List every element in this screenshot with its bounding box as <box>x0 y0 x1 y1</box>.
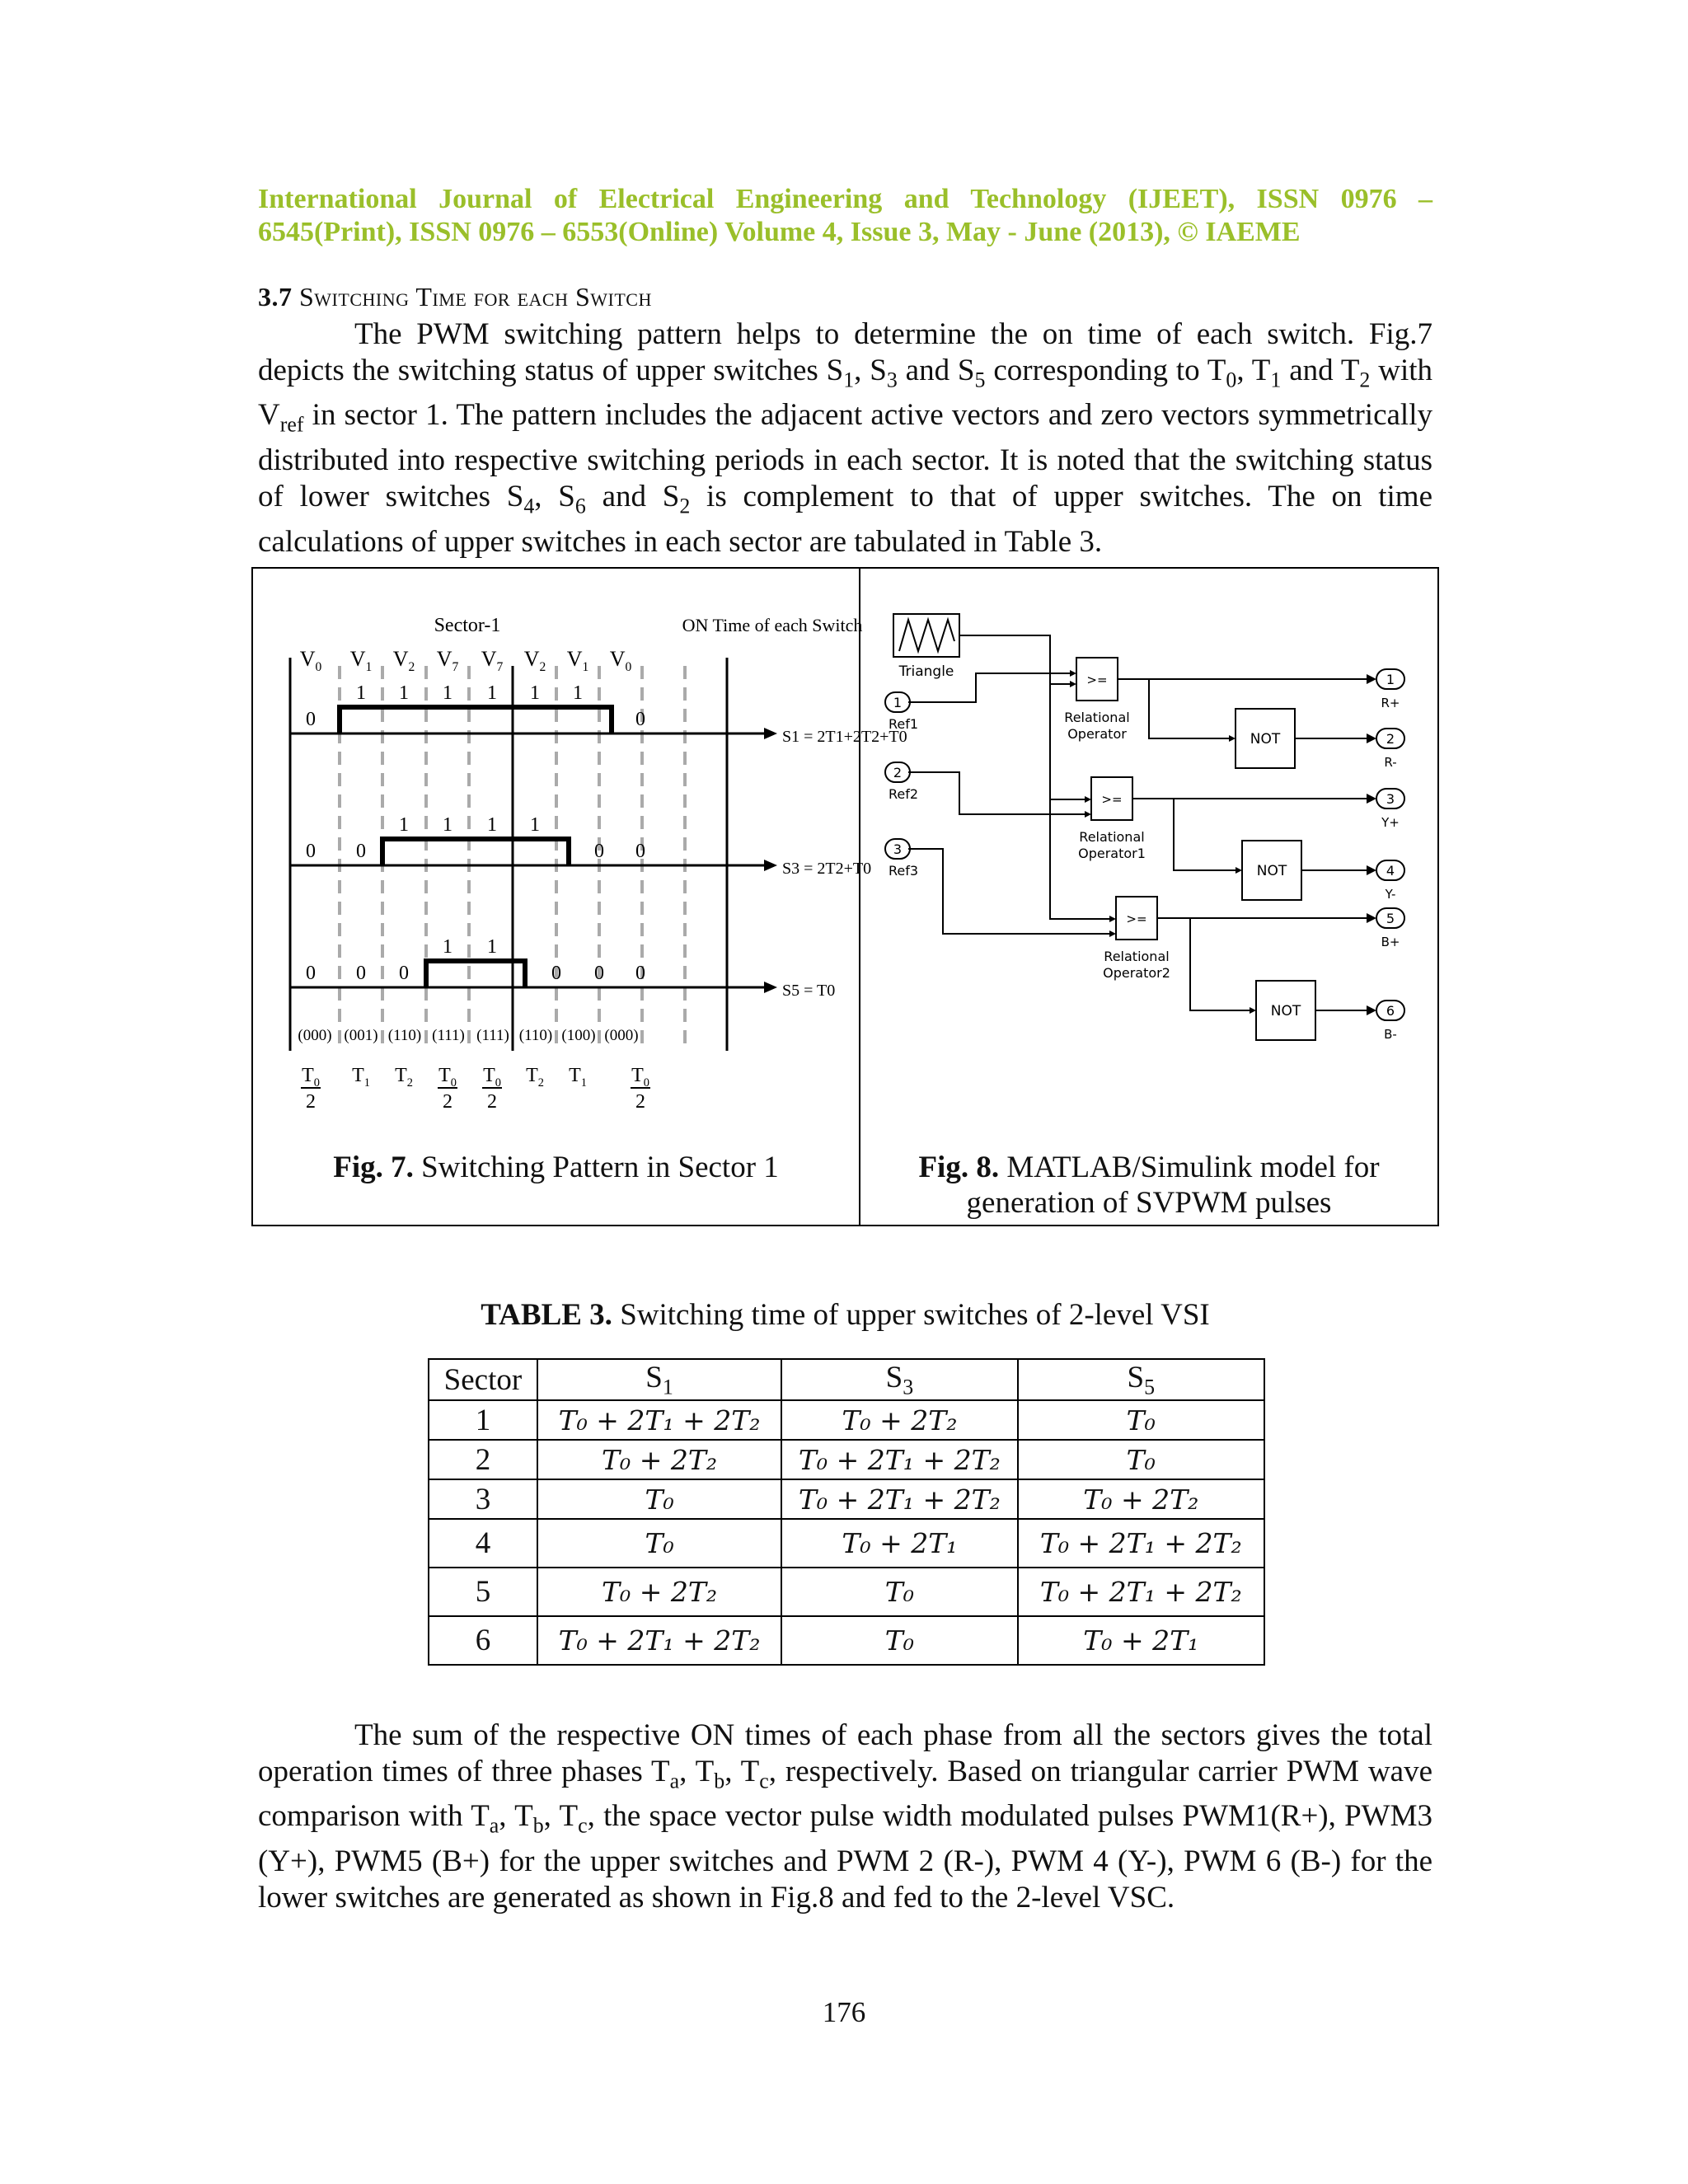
fig8-panel <box>860 569 1437 1225</box>
fig7-state-label: (000) <box>604 1027 639 1044</box>
table-row <box>429 1440 1264 1479</box>
svg-text:Operator1: Operator1 <box>1078 846 1146 861</box>
table-cell-formula: T₀ + 2T₁ + 2T₂ <box>781 1440 1017 1479</box>
fig7-state-label: (001) <box>344 1027 378 1044</box>
outport-1 <box>1376 669 1404 710</box>
table-cell-formula: T₀ <box>1018 1400 1264 1440</box>
table-row <box>429 1519 1264 1568</box>
svg-text:Operator: Operator <box>1067 726 1127 742</box>
fig7-row2-one: 1 <box>443 814 452 836</box>
not-block-1 <box>1236 709 1295 768</box>
table-header-row <box>429 1359 1264 1400</box>
ref-inport-3 <box>885 839 918 879</box>
fig7-eq-s5: S5 = T0 <box>782 982 836 1000</box>
outport-5 <box>1376 908 1404 949</box>
svg-text:6: 6 <box>1386 1003 1395 1019</box>
svg-text:B+: B+ <box>1381 935 1400 949</box>
header-sector: Sector <box>429 1359 537 1400</box>
fig7-eq-s1: S1 = 2T1+2T2+T0 <box>782 728 907 746</box>
fig7-row2-zero: 0 <box>635 841 645 862</box>
fig7-row2-one: 1 <box>530 814 540 836</box>
outport-3 <box>1376 789 1404 830</box>
fig7-row1-one: 1 <box>443 682 452 704</box>
table-cell-formula: T₀ + 2T₂ <box>781 1400 1017 1440</box>
fig7-time-fraction <box>631 1065 650 1113</box>
fig7-state-label: (111) <box>476 1027 509 1044</box>
svg-text:Y-: Y- <box>1385 887 1396 902</box>
svg-text:>=: >= <box>1101 792 1123 807</box>
fig7-row3-zero: 0 <box>635 963 645 984</box>
table-cell-formula: T₀ + 2T₁ + 2T₂ <box>1018 1568 1264 1616</box>
svg-text:Relational: Relational <box>1064 710 1130 725</box>
fig7-vector-v0: $V_0$ <box>299 647 322 674</box>
fig7-vector-v1: $V_1$ <box>566 647 589 674</box>
relational-operator2-block <box>1103 897 1170 981</box>
table-cell-formula: T₀ <box>537 1519 781 1568</box>
svg-text:B-: B- <box>1384 1027 1397 1042</box>
table-cell-formula: T₀ <box>1018 1440 1264 1479</box>
journal-header-line2: 6545(Print), ISSN 0976 – 6553(Online) Volume 4, Issue 3, May - June (2013), © IAEME <box>258 217 1301 247</box>
ref-inport-1 <box>885 692 918 732</box>
svg-text:Ref2: Ref2 <box>889 786 919 802</box>
svg-text:0: 0 <box>306 709 316 730</box>
fig7-time-labels <box>301 1065 650 1113</box>
fig7-time-fraction <box>438 1065 457 1113</box>
svg-text:>=: >= <box>1126 912 1147 926</box>
fig7-vector-v1: $V_1$ <box>349 647 373 674</box>
fig7-row1-one: 1 <box>530 682 540 704</box>
fig7-row2-one: 1 <box>487 814 497 836</box>
fig7-time-fraction <box>482 1065 502 1113</box>
ref-inports <box>885 692 918 879</box>
fig7-row2-zero: 0 <box>356 841 366 862</box>
fig7-row3-one: 1 <box>443 936 452 958</box>
fig7-time-label: $T_2$ <box>526 1065 544 1090</box>
outport-4 <box>1376 860 1404 902</box>
relational-operator1-block <box>1078 777 1146 861</box>
table-cell-sector: 2 <box>429 1440 537 1479</box>
fig7-row3-zero: 0 <box>356 963 366 984</box>
page-number: 176 <box>822 1996 866 2028</box>
fig7-row3-one: 1 <box>487 936 497 958</box>
table-cell-formula: T₀ <box>781 1616 1017 1665</box>
svg-text:1: 1 <box>1386 672 1395 687</box>
section-heading <box>258 282 652 312</box>
fig7-state-label: (000) <box>298 1027 332 1044</box>
table-cell-formula: T₀ + 2T₁ + 2T₂ <box>537 1400 781 1440</box>
fig7-row2-zero: 0 <box>594 841 604 862</box>
svg-text:Ref1: Ref1 <box>889 716 919 732</box>
output-ports <box>1376 669 1404 1042</box>
svg-text:2: 2 <box>635 1091 645 1113</box>
table-cell-formula: T₀ + 2T₂ <box>537 1568 781 1616</box>
fig7-row1-one: 1 <box>487 682 497 704</box>
fig7-row1-one: 1 <box>356 682 366 704</box>
svg-text:>=: >= <box>1086 673 1108 687</box>
fig7-state-label: (100) <box>561 1027 596 1044</box>
svg-text:NOT: NOT <box>1256 863 1287 879</box>
section-number: 3.7 <box>258 282 293 312</box>
svg-text:4: 4 <box>1386 863 1395 879</box>
fig7-vector-v2: $V_2$ <box>392 647 415 674</box>
table-cell-formula: T₀ <box>537 1479 781 1519</box>
svg-text:2: 2 <box>306 1091 316 1113</box>
header-s3: $S_3$ <box>781 1359 1017 1400</box>
table-cell-sector: 6 <box>429 1616 537 1665</box>
svg-text:2: 2 <box>1386 731 1395 747</box>
fig7-vector-v7: $V_7$ <box>481 647 504 674</box>
fig7-row2-one: 1 <box>399 814 409 836</box>
fig7-time-label: $T_1$ <box>352 1065 370 1090</box>
fig7-row3-zero: 0 <box>551 963 561 984</box>
svg-text:R-: R- <box>1384 755 1397 770</box>
fig7-time-label: $T_2$ <box>395 1065 413 1090</box>
fig7-state-labels <box>290 1026 727 1044</box>
table-row <box>429 1616 1264 1665</box>
triangle-source-block <box>893 614 959 680</box>
fig7-row1-one: 1 <box>573 682 583 704</box>
fig7-state-label: (110) <box>518 1027 553 1044</box>
table-cell-formula: T₀ <box>781 1568 1017 1616</box>
svg-text:0: 0 <box>635 709 645 730</box>
fig7-row3-zero: 0 <box>399 963 409 984</box>
fig7-time-numerator: $T_0$ <box>483 1065 501 1090</box>
table-cell-sector: 4 <box>429 1519 537 1568</box>
fig7-row3-zero: 0 <box>306 963 316 984</box>
fig7-state-label: (111) <box>432 1027 465 1044</box>
svg-text:3: 3 <box>1386 791 1395 807</box>
fig7-row-s3 <box>290 814 871 878</box>
fig7-caption: Fig. 7. Switching Pattern in Sector 1 <box>333 1151 779 1184</box>
fig7-vector-v7: $V_7$ <box>436 647 459 674</box>
table-cell-formula: T₀ + 2T₁ + 2T₂ <box>781 1479 1017 1519</box>
fig7-vector-v2: $V_2$ <box>523 647 546 674</box>
svg-text:Operator2: Operator2 <box>1103 965 1170 981</box>
svg-text:5: 5 <box>1386 911 1395 926</box>
svg-text:Triangle: Triangle <box>898 663 954 680</box>
table-cell-sector: 1 <box>429 1400 537 1440</box>
table-cell-formula: T₀ + 2T₁ + 2T₂ <box>1018 1519 1264 1568</box>
fig7-time-fraction <box>301 1065 321 1113</box>
fig7-right-title: ON Time of each Switch <box>682 615 863 635</box>
svg-text:2: 2 <box>487 1091 497 1113</box>
table-cell-formula: T₀ + 2T₁ <box>1018 1616 1264 1665</box>
fig7-row3-zero: 0 <box>594 963 604 984</box>
fig7-time-numerator: $T_0$ <box>438 1065 457 1090</box>
fig7-row2-zero: 0 <box>306 841 316 862</box>
table-row <box>429 1568 1264 1616</box>
svg-text:Relational: Relational <box>1079 829 1145 845</box>
fig7-time-label: $T_1$ <box>569 1065 587 1090</box>
outport-2 <box>1376 729 1404 770</box>
fig7-vector-labels <box>300 647 632 674</box>
table-row <box>429 1400 1264 1440</box>
svg-text:Relational: Relational <box>1104 949 1170 964</box>
fig7-vector-v0: $V_0$ <box>609 647 632 674</box>
ref-inport-2 <box>885 762 918 802</box>
table-cell-formula: T₀ + 2T₁ <box>781 1519 1017 1568</box>
svg-text:R+: R+ <box>1381 696 1400 710</box>
svg-text:2: 2 <box>893 765 903 780</box>
table3-title: TABLE 3. Switching time of upper switches of 2-level VSI <box>481 1298 1210 1332</box>
fig7-time-numerator: $T_0$ <box>631 1065 649 1090</box>
section-title: Switching Time for each Switch <box>299 282 652 312</box>
svg-text:2: 2 <box>443 1091 452 1113</box>
fig7-row-s5 <box>290 936 835 1000</box>
outport-6 <box>1376 1001 1404 1042</box>
relational-operator-block <box>1064 658 1129 742</box>
svg-text:NOT: NOT <box>1250 731 1281 748</box>
journal-header <box>258 183 1432 249</box>
figure-box <box>251 567 1439 1226</box>
fig7-row1-one: 1 <box>399 682 409 704</box>
table-cell-sector: 3 <box>429 1479 537 1519</box>
fig7-title: Sector-1 <box>434 615 501 636</box>
svg-text:NOT: NOT <box>1270 1003 1301 1019</box>
not-block-2 <box>1242 841 1301 900</box>
svg-text:1: 1 <box>893 695 903 710</box>
fig8-caption: Fig. 8. MATLAB/Simulink model for generation of SVPWM pulses <box>918 1151 1380 1220</box>
table-cell-formula: T₀ + 2T₁ + 2T₂ <box>537 1616 781 1665</box>
fig7-state-label: (110) <box>387 1027 422 1044</box>
svg-text:3: 3 <box>893 841 903 857</box>
table-cell-formula: T₀ + 2T₂ <box>537 1440 781 1479</box>
table-cell-sector: 5 <box>429 1568 537 1616</box>
svg-text:Ref3: Ref3 <box>889 863 919 879</box>
body-paragraph-1: The PWM switching pattern helps to determine the on time of each switch. Fig.7 depicts the switching status of upper switches $S_1$, $S_3$ and $S_5$ corresponding to $T_0$, $T_1$ and $T_2$ with $V_{ref}$ in sector 1. The pattern includes the adjacent active vectors and zero vectors symmetrically distributed into respective switching periods in each sector. It is noted that the switching status of lower switches $S_4$, $S_6$ and $S_2$ is complement to that of upper switches. The on time calculations of upper switches in each sector are tabulated in Table 3. <box>258 317 1433 559</box>
header-s5: $S_5$ <box>1018 1359 1264 1400</box>
body-paragraph-2: The sum of the respective ON times of each phase from all the sectors gives the total operation times of three phases $T_a$, $T_b$, $T_c$, respectively. Based on triangular carrier PWM wave comparison with $T_a$, $T_b$, $T_c$, the space vector pulse width modulated pulses PWM1(R+), PWM3 (Y+), PWM5 (B+) for the upper switches and PWM 2 (R-), PWM 4 (Y-), PWM 6 (B-) for the lower switches are generated as shown in Fig.8 and fed to the 2-level VSC. <box>258 1718 1433 1915</box>
fig7-time-numerator: $T_0$ <box>302 1065 320 1090</box>
header-s1: $S_1$ <box>537 1359 781 1400</box>
fig8-simulink-model <box>860 569 1437 1146</box>
not-block-3 <box>1256 981 1315 1040</box>
fig7-eq-s3: S3 = 2T2+T0 <box>782 860 872 878</box>
table-cell-formula: T₀ + 2T₂ <box>1018 1479 1264 1519</box>
table-row <box>429 1479 1264 1519</box>
journal-header-line1: International Journal of Electrical Engineering and Technology (IJEET), ISSN 0976 – <box>258 184 1432 214</box>
table3 <box>428 1358 1265 1666</box>
svg-text:Y+: Y+ <box>1381 815 1400 830</box>
